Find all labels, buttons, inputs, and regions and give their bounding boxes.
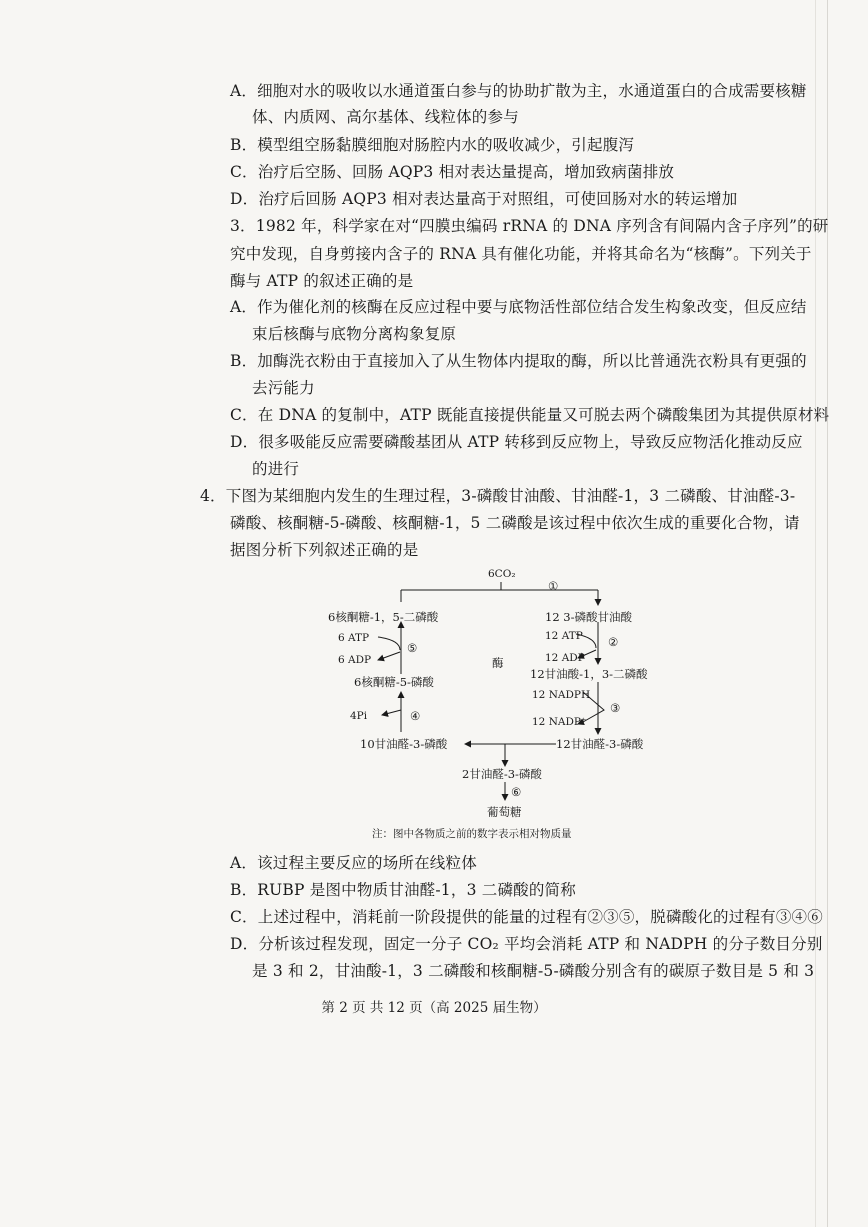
q3-option-d-line2: 的进行 [252, 460, 300, 478]
q4-option-d-line1: D．分析该过程发现，固定一分子 CO₂ 平均会消耗 ATP 和 NADPH 的分子数目分别 [230, 935, 823, 953]
q3-stem-line3: 酶与 ATP 的叙述正确的是 [230, 272, 414, 290]
q3-option-b-line1: B．加酶洗衣粉由于直接加入了从生物体内提取的酶，所以比普通洗衣粉具有更强的 [230, 352, 807, 370]
q4-option-d-line2: 是 3 和 2，甘油酸-1，3 二磷酸和核酮糖-5-磷酸分别含有的碳原子数目是 5 和 3 [252, 962, 815, 980]
q2-option-a-line2: 体、内质网、高尔基体、线粒体的参与 [252, 108, 519, 126]
diagram-note: 注：图中各物质之前的数字表示相对物质量 [372, 828, 572, 840]
page-edge-line [827, 0, 828, 1227]
bpg-label: 12甘油酸-1，3-二磷酸 [530, 667, 648, 681]
step6-marker: ⑥ [511, 785, 522, 799]
step1-marker: ① [548, 579, 559, 593]
ru5p-label: 6核酮糖-5-磷酸 [354, 675, 434, 689]
adp6-arrow [378, 652, 400, 660]
adp6-label: 6 ADP [338, 654, 372, 666]
co2-label: 6CO₂ [488, 568, 516, 580]
q4-stem-line2: 磷酸、核酮糖-5-磷酸、核酮糖-1，5 二磷酸是该过程中依次生成的重要化合物，请 [230, 514, 800, 532]
q4-stem-line1: 4．下图为某细胞内发生的生理过程，3-磷酸甘油酸、甘油醛-1，3 二磷酸、甘油醛-3- [200, 487, 796, 505]
rubp-label: 6核酮糖-1，5-二磷酸 [328, 610, 439, 624]
q4-option-c: C．上述过程中，消耗前一阶段提供的能量的过程有②③⑤，脱磷酸化的过程有③④⑥ [230, 908, 823, 926]
atp6-label: 6 ATP [338, 632, 370, 644]
q2-option-a-line1: A．细胞对水的吸收以水通道蛋白参与的协助扩散为主，水通道蛋白的合成需要核糖 [230, 82, 807, 100]
q3-option-a-line2: 束后核酶与底物分离构象复原 [252, 325, 457, 343]
q2-option-c: C．治疗后空肠、回肠 AQP3 相对表达量提高，增加致病菌排放 [230, 163, 675, 181]
q3-option-d-line1: D．很多吸能反应需要磷酸基团从 ATP 转移到反应物上，导致反应物活化推动反应 [230, 433, 803, 451]
glucose-label: 葡萄糖 [487, 805, 522, 819]
step2-marker: ② [608, 635, 619, 649]
q2-option-b: B．模型组空肠黏膜细胞对肠腔内水的吸收减少，引起腹泻 [230, 136, 635, 154]
nadp-label: 12 NADP⁺ [532, 716, 587, 728]
q3-option-c: C．在 DNA 的复制中，ATP 既能直接提供能量又可脱去两个磷酸集团为其提供原材料 [230, 406, 830, 424]
enzyme-label: 酶 [492, 656, 504, 670]
atp6-curve [378, 637, 400, 650]
g3p12-label: 12甘油醛-3-磷酸 [556, 737, 644, 751]
step3-marker: ③ [610, 701, 621, 715]
calvin-cycle-diagram [320, 560, 680, 850]
q4-option-a: A．该过程主要反应的场所在线粒体 [230, 854, 477, 872]
adp12-label: 12 ADP [545, 652, 585, 664]
page-edge-shadow [815, 0, 816, 1227]
pi-label: 4Pi [350, 710, 368, 722]
q3-stem-line1: 3．1982 年，科学家在对“四膜虫编码 rRNA 的 DNA 序列含有间隔内含子序列”的研 [230, 217, 829, 235]
step4-marker: ④ [410, 709, 421, 723]
g3p10-label: 10甘油醛-3-磷酸 [360, 737, 448, 751]
q4-stem-line3: 据图分析下列叙述正确的是 [230, 541, 419, 559]
q3-stem-line2: 究中发现，自身剪接内含子的 RNA 具有催化功能，并将其命名为“核酶”。下列关于 [230, 245, 812, 263]
page-footer: 第 2 页 共 12 页（高 2025 届生物） [321, 1000, 547, 1016]
q3-option-a-line1: A．作为催化剂的核酶在反应过程中要与底物活性部位结合发生构象改变，但反应结 [230, 298, 807, 316]
pi-arrow [382, 710, 401, 715]
q3-option-b-line2: 去污能力 [252, 379, 315, 397]
g3p2-label: 2甘油醛-3-磷酸 [462, 767, 542, 781]
nadph-label: 12 NADPH [532, 689, 591, 701]
pga-label: 12 3-磷酸甘油酸 [545, 610, 632, 624]
q2-option-d: D．治疗后回肠 AQP3 相对表达量高于对照组，可使回肠对水的转运增加 [230, 190, 738, 208]
step5-marker: ⑤ [407, 641, 418, 655]
q4-option-b: B．RUBP 是图中物质甘油醛-1，3 二磷酸的简称 [230, 881, 576, 899]
atp12-label: 12 ATP [545, 630, 583, 642]
